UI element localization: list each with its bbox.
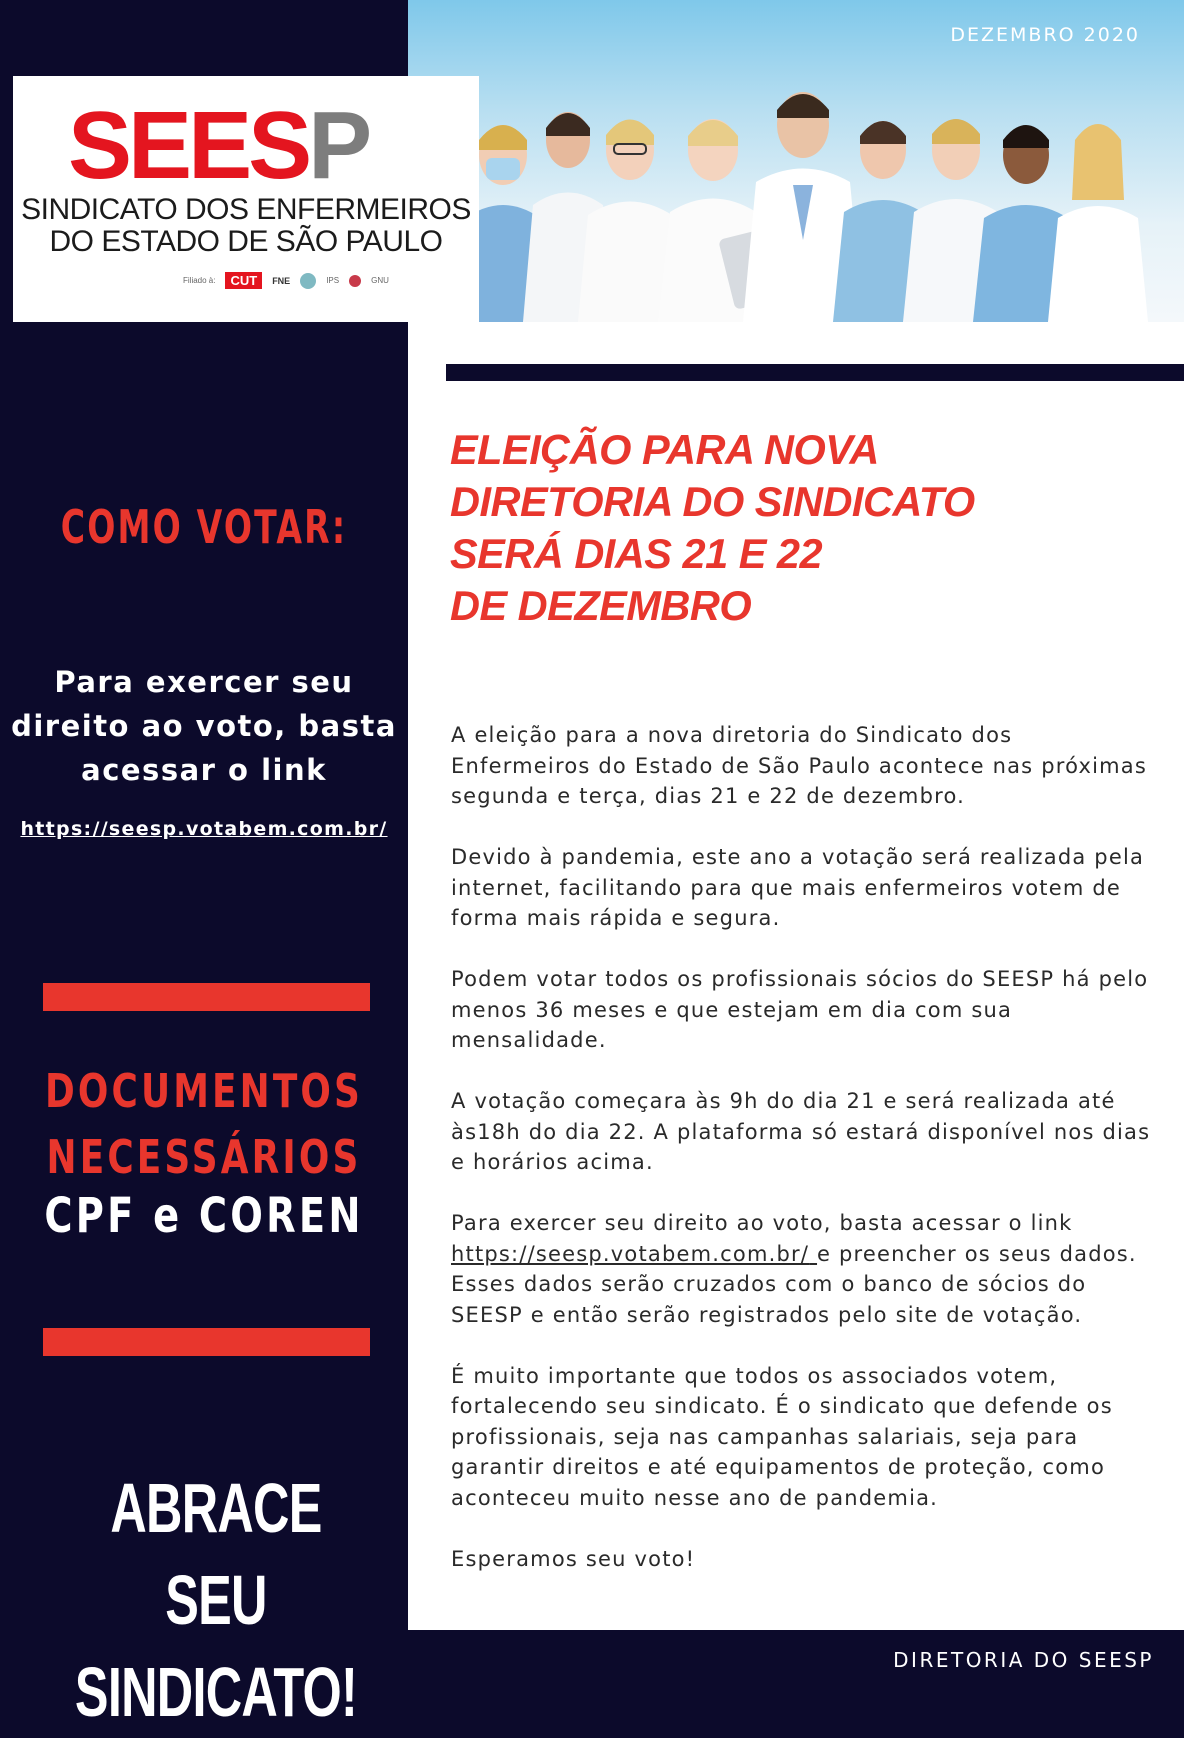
gnu-logo: GNU [371,276,389,285]
logo-subtitle-line2: DO ESTADO DE SÃO PAULO [49,225,443,258]
closing-line: Esperamos seu voto! [451,1546,696,1571]
documents-heading [45,1058,363,1190]
documents-line: NECESSÁRIOS [46,1130,362,1184]
logo-wordmark: SEESP [68,92,369,199]
article-body [451,720,1151,1574]
slogan-line: SINDICATO! [74,1653,358,1731]
voting-link[interactable]: https://seesp.votabem.com.br/ [451,1241,810,1266]
paragraph-text: e preencher os seus dados. Esses dados serão cruzados com o banco de sócios do SEESP e então serão registrados pelo site de votação. [451,1241,1137,1327]
nurse-figure [1048,124,1148,322]
headline-line: DE DEZEMBRO [450,582,752,629]
como-votar-heading: COMO VOTAR: [60,500,348,554]
nurses-illustration [408,0,1184,322]
footer-signature: DIRETORIA DO SEESP [893,1648,1154,1672]
sidebar-voting-link[interactable]: https://seesp.votabem.com.br/ [20,818,388,840]
paragraph-text: Para exercer seu direito ao voto, basta acessar o link [451,1211,1073,1235]
voting-instructions [0,660,408,792]
header-photo-nurses [408,0,1184,322]
headline-line: ELEIÇÃO PARA NOVA [450,426,879,473]
documents-line: DOCUMENTOS [44,1064,364,1118]
paragraph: A eleição para a nova diretoria do Sindicato dos Enfermeiros do Estado de São Paulo acontece nas próximas segunda e terça, dias 21 e 22 de dezembro. [451,723,1148,808]
headline [450,424,1150,632]
seesp-logo [13,76,479,322]
red-divider [43,983,370,1011]
divider-bar [446,364,1184,381]
issue-date: DEZEMBRO 2020 [950,24,1140,46]
headline-line: DIRETORIA DO SINDICATO [450,478,975,525]
logo-affiliates [183,272,389,289]
instruction-line: Para exercer seu [54,665,354,699]
slogan-line: ABRACE SEU [110,1469,322,1639]
required-documents: CPF e COREN [44,1188,364,1244]
paragraph [451,1208,1151,1330]
paragraph: Podem votar todos os profissionais sócios do SEESP há pelo menos 36 meses e que estejam em dia com sua mensalidade. [451,967,1149,1052]
paragraph: Devido à pandemia, este ano a votação será realizada pela internet, facilitando para que mais enfermeiros votem de forma mais rápida e segura. [451,845,1145,930]
ips-logo-icon [300,273,316,289]
fne-logo: FNE [272,275,291,286]
headline-line: SERÁ DIAS 21 E 22 [450,530,823,577]
paragraph: É muito importante que todos os associados votem, fortalecendo seu sindicato. É o sindicato que defende os profissionais, seja nas campanhas salariais, seja para garantir direitos e até equipamentos de proteção, como aconteceu muito nesse ano de pandemia. [451,1363,1113,1510]
gnu-logo-icon [349,275,361,287]
ips-logo: IPS [326,276,340,285]
paragraph: A votação começara às 9h do dia 21 e será realizada até às18h do dia 22. A plataforma só estará disponível nos dias e horários acima. [451,1089,1151,1174]
instruction-line: direito ao voto, basta [11,709,397,743]
red-divider [43,1328,370,1356]
instruction-line: acessar o link [81,753,327,787]
logo-subtitle-line1: SINDICATO DOS ENFERMEIROS [21,193,471,226]
cut-logo: CUT [225,272,262,289]
abrace-slogan [69,1462,363,1738]
affiliated-label: Filiado à: [183,276,216,285]
